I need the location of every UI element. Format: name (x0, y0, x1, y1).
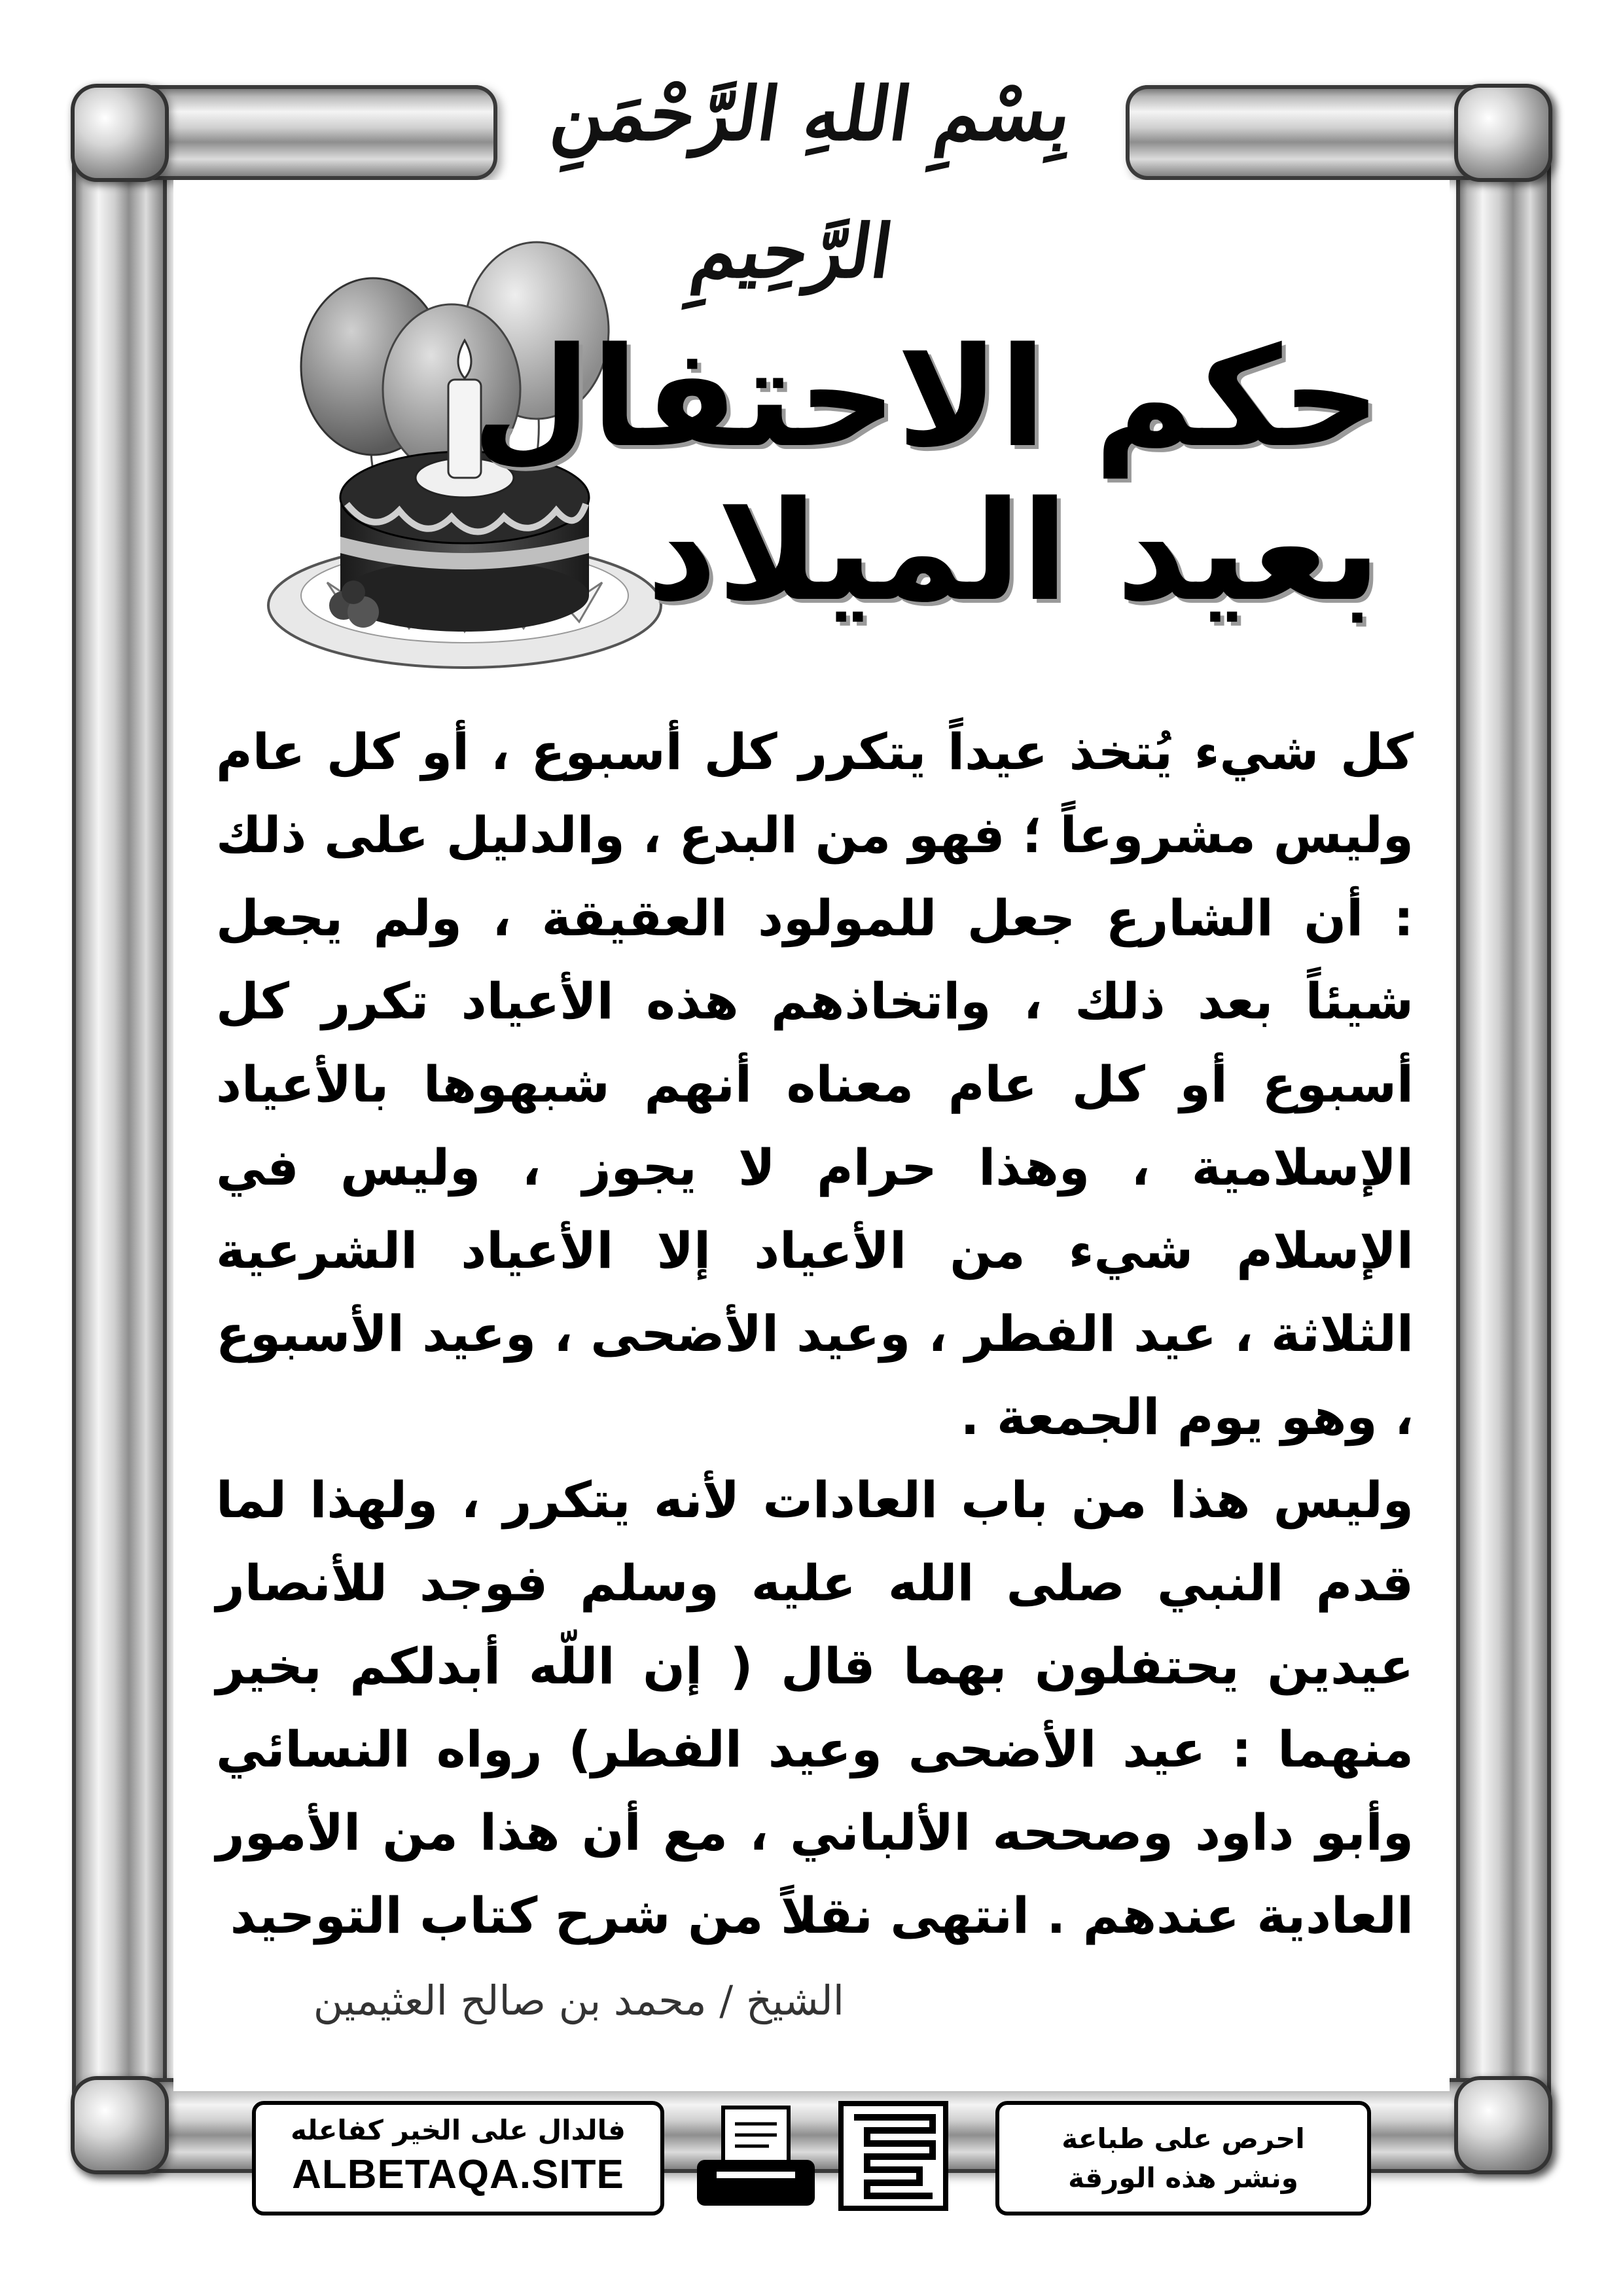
frame-corner-bottom-left (71, 2076, 169, 2174)
frame-left-bar (72, 85, 167, 2173)
frame-corner-top-left (71, 84, 169, 182)
title-line-2: بعيد الميلاد (646, 471, 1381, 632)
body-paragraph-2: وليس هذا من باب العادات لأنه يتكرر ، ولهذا لما قدم النبي صلى الله عليه وسلم فوجد للأنصار عيدين يحتفلون بهما قال ( إن اللّه أبدلكم بخير منهما : عيد الأضحى وعيد الفطر) رواه النسائي وأبو داود وصححه الألباني ، مع أن هذا من الأمور العادية عندهم . انتهى نقلاً من شرح كتاب التوحيد (216, 1471, 1414, 1945)
logo-text: دعوة الورقة (891, 2216, 895, 2217)
title-line-1: حكم الاحتفال (472, 317, 1381, 478)
frame-corner-top-right (1454, 84, 1552, 182)
footer-print-note-line-2: ونشر هذه الورقة (1068, 2162, 1298, 2194)
footer-proverb: فالدال على الخير كفاعله (291, 2114, 626, 2146)
dawat-alwaraqa-logo (841, 2104, 946, 2217)
author-attribution: الشيخ / محمد بن صالح العثيمين (313, 1977, 844, 2024)
footer-icons (671, 2094, 985, 2219)
footer-website[interactable]: ALBETAQA.SITE (292, 2152, 624, 2197)
body-paragraph-1: كل شيء يُتخذ عيداً يتكرر كل أسبوع ، أو كل عام وليس مشروعاً ؛ فهو من البدع ، والدليل على ذلك : أن الشارع جعل للمولود العقيقة ، ولم يجعل شيئاً بعد ذلك ، واتخاذهم هذه الأعياد تكرر كل أسبوع أو كل عام معناه أنهم شبهوها بالأعياد الإسلامية ، وهذا حرام لا يجوز ، وليس في الإسلام شيء من الأعياد إلا الأعياد الشرعية الثلاثة ، عيد الفطر ، وعيد الأضحى ، وعيد الأسبوع ، وهو يوم الجمعة . (216, 723, 1414, 1446)
footer-banner (252, 2101, 1371, 2215)
basmala-calligraphy: بِسْمِ اللهِ الرَّحْمَنِ الرَّحِيمِ (546, 71, 1077, 295)
frame-right-bar (1456, 85, 1551, 2173)
frame-corner-bottom-right (1454, 2076, 1552, 2174)
article-body (216, 710, 1414, 1957)
footer-website-box (252, 2101, 664, 2215)
footer-print-note-line-1: احرص على طباعة (1061, 2123, 1305, 2155)
printer-icon (697, 2108, 815, 2206)
footer-print-note-box (995, 2101, 1371, 2215)
page-title (472, 317, 1381, 632)
